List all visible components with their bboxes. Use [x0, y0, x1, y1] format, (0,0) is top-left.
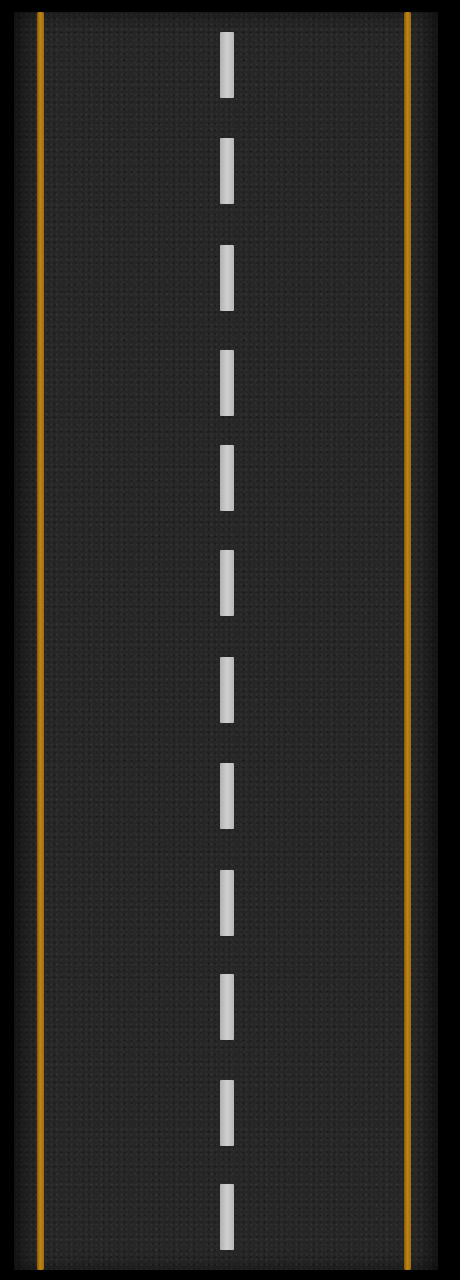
center-dash	[220, 1184, 234, 1250]
center-dash	[220, 138, 234, 204]
center-dash	[220, 1080, 234, 1146]
asphalt-road	[14, 12, 438, 1270]
center-dash	[220, 870, 234, 936]
left-yellow-edge-line	[37, 12, 44, 1270]
center-dashed-line	[220, 12, 234, 1270]
center-dash	[220, 974, 234, 1040]
center-dash	[220, 350, 234, 416]
center-dash	[220, 445, 234, 511]
center-dash	[220, 245, 234, 311]
center-dash	[220, 32, 234, 98]
road-shoulder-right	[414, 12, 438, 1270]
road-shoulder-left	[14, 12, 38, 1270]
right-yellow-edge-line	[404, 12, 411, 1270]
center-dash	[220, 657, 234, 723]
center-dash	[220, 763, 234, 829]
center-dash	[220, 550, 234, 616]
